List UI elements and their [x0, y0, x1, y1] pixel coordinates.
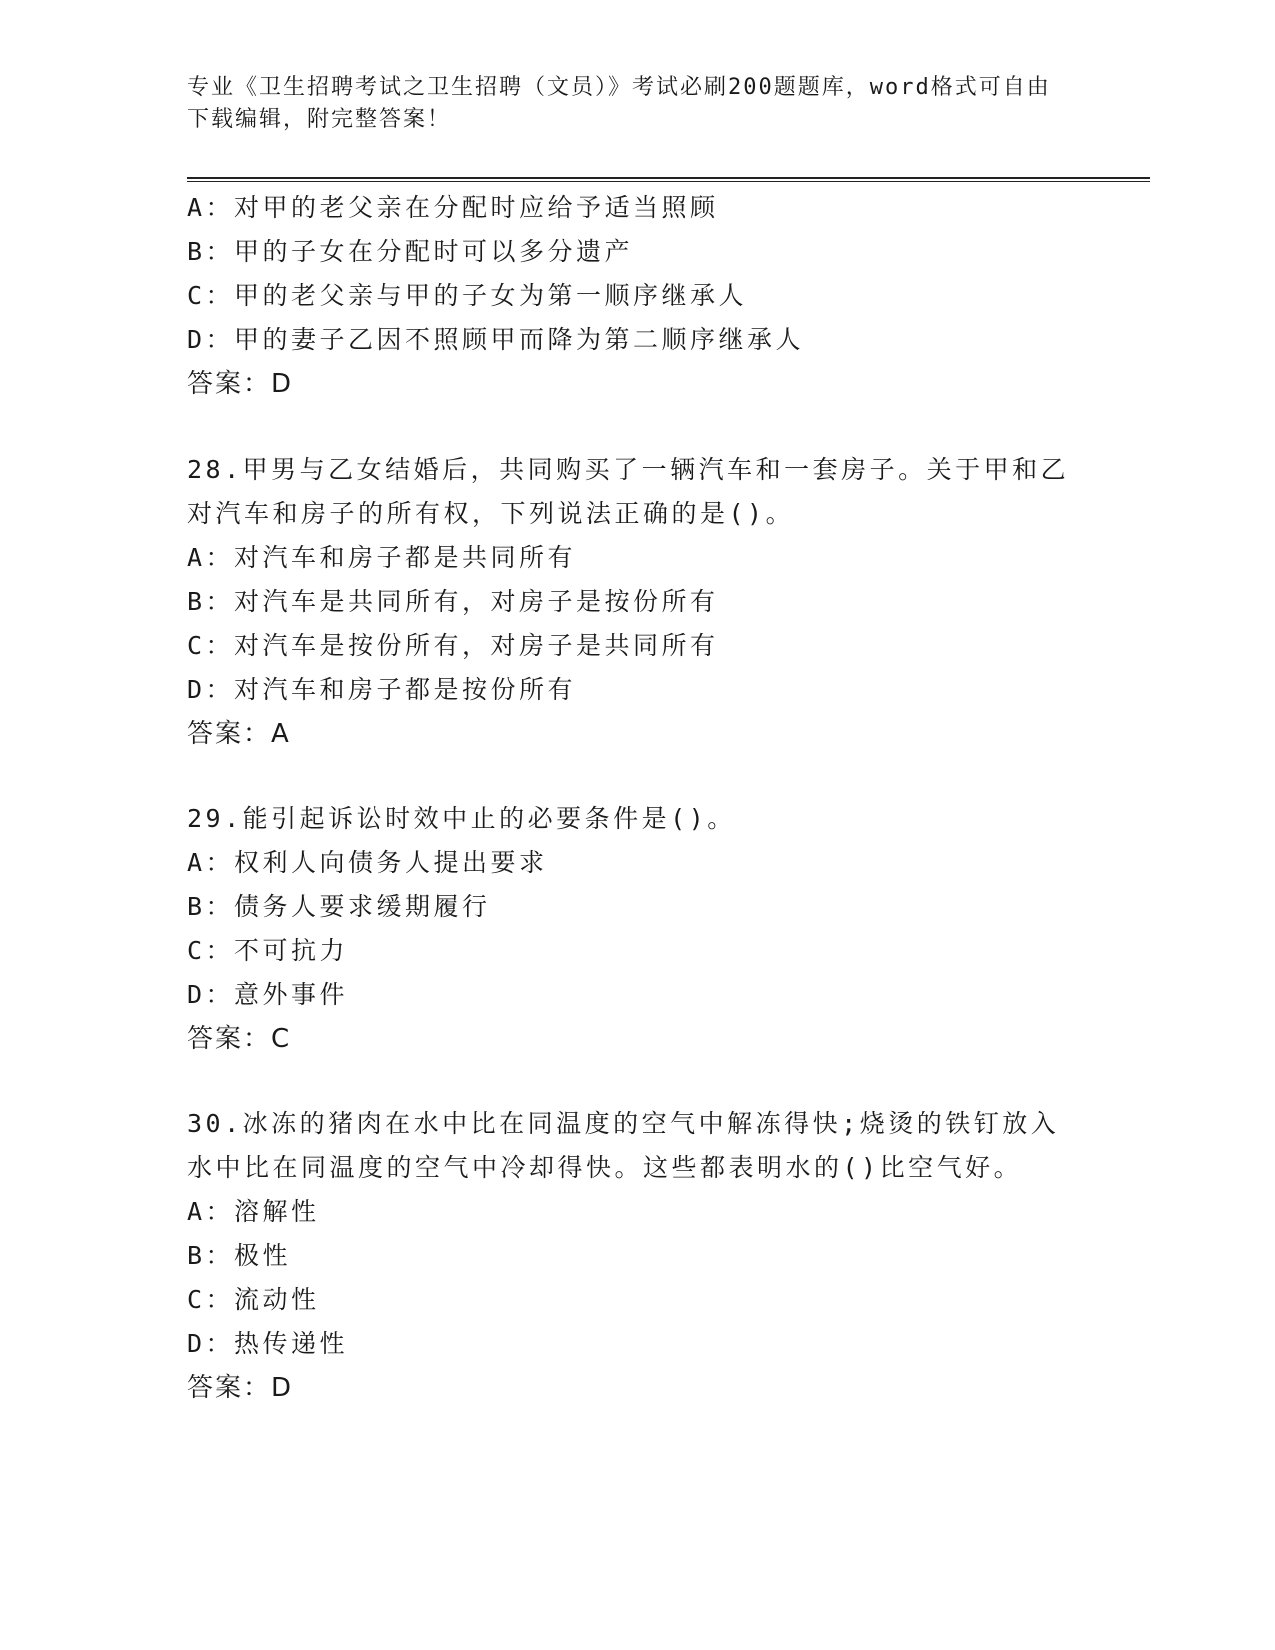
q30-option-d: D：热传递性 [187, 1329, 349, 1358]
q30-option-b: B：极性 [187, 1241, 292, 1270]
q29-stem-line-1: 29.能引起诉讼时效中止的必要条件是()。 [187, 804, 736, 833]
q27-option-b: B：甲的子女在分配时可以多分遗产 [187, 237, 634, 266]
q28-answer: 答案：A [187, 719, 291, 749]
q27-option-d: D：甲的妻子乙因不照顾甲而降为第二顺序继承人 [187, 325, 805, 354]
q29-answer: 答案：C [187, 1024, 292, 1054]
q28-stem-line-2: 对汽车和房子的所有权，下列说法正确的是()。 [187, 499, 795, 528]
q28-stem-line-1: 28.甲男与乙女结婚后，共同购买了一辆汽车和一套房子。关于甲和乙 [187, 455, 1070, 484]
q28-option-c: C：对汽车是按份所有，对房子是共同所有 [187, 631, 719, 660]
q27-answer: 答案：D [187, 369, 294, 399]
q28-option-d: D：对汽车和房子都是按份所有 [187, 675, 577, 704]
q27-option-a: A：对甲的老父亲在分配时应给予适当照顾 [187, 193, 719, 222]
q29-option-c: C：不可抗力 [187, 936, 349, 965]
header-divider [187, 177, 1150, 182]
q29-option-a: A：权利人向债务人提出要求 [187, 848, 548, 877]
q29-option-d: D：意外事件 [187, 980, 349, 1009]
q29-option-b: B：债务人要求缓期履行 [187, 892, 491, 921]
document-header: 专业《卫生招聘考试之卫生招聘（文员）》考试必刷200题题库，word格式可自由下载编辑，附完整答案！ [187, 75, 1051, 132]
q28-option-b: B：对汽车是共同所有，对房子是按份所有 [187, 587, 719, 616]
q30-stem-line-2: 水中比在同温度的空气中冷却得快。这些都表明水的()比空气好。 [187, 1153, 1023, 1182]
q27-option-c: C：甲的老父亲与甲的子女为第一顺序继承人 [187, 281, 748, 310]
q28-option-a: A：对汽车和房子都是共同所有 [187, 543, 577, 572]
q30-option-a: A：溶解性 [187, 1197, 320, 1226]
q30-stem-line-1: 30.冰冻的猪肉在水中比在同温度的空气中解冻得快;烧烫的铁钉放入 [187, 1109, 1060, 1138]
q30-option-c: C：流动性 [187, 1285, 320, 1314]
q30-answer: 答案：D [187, 1373, 294, 1403]
